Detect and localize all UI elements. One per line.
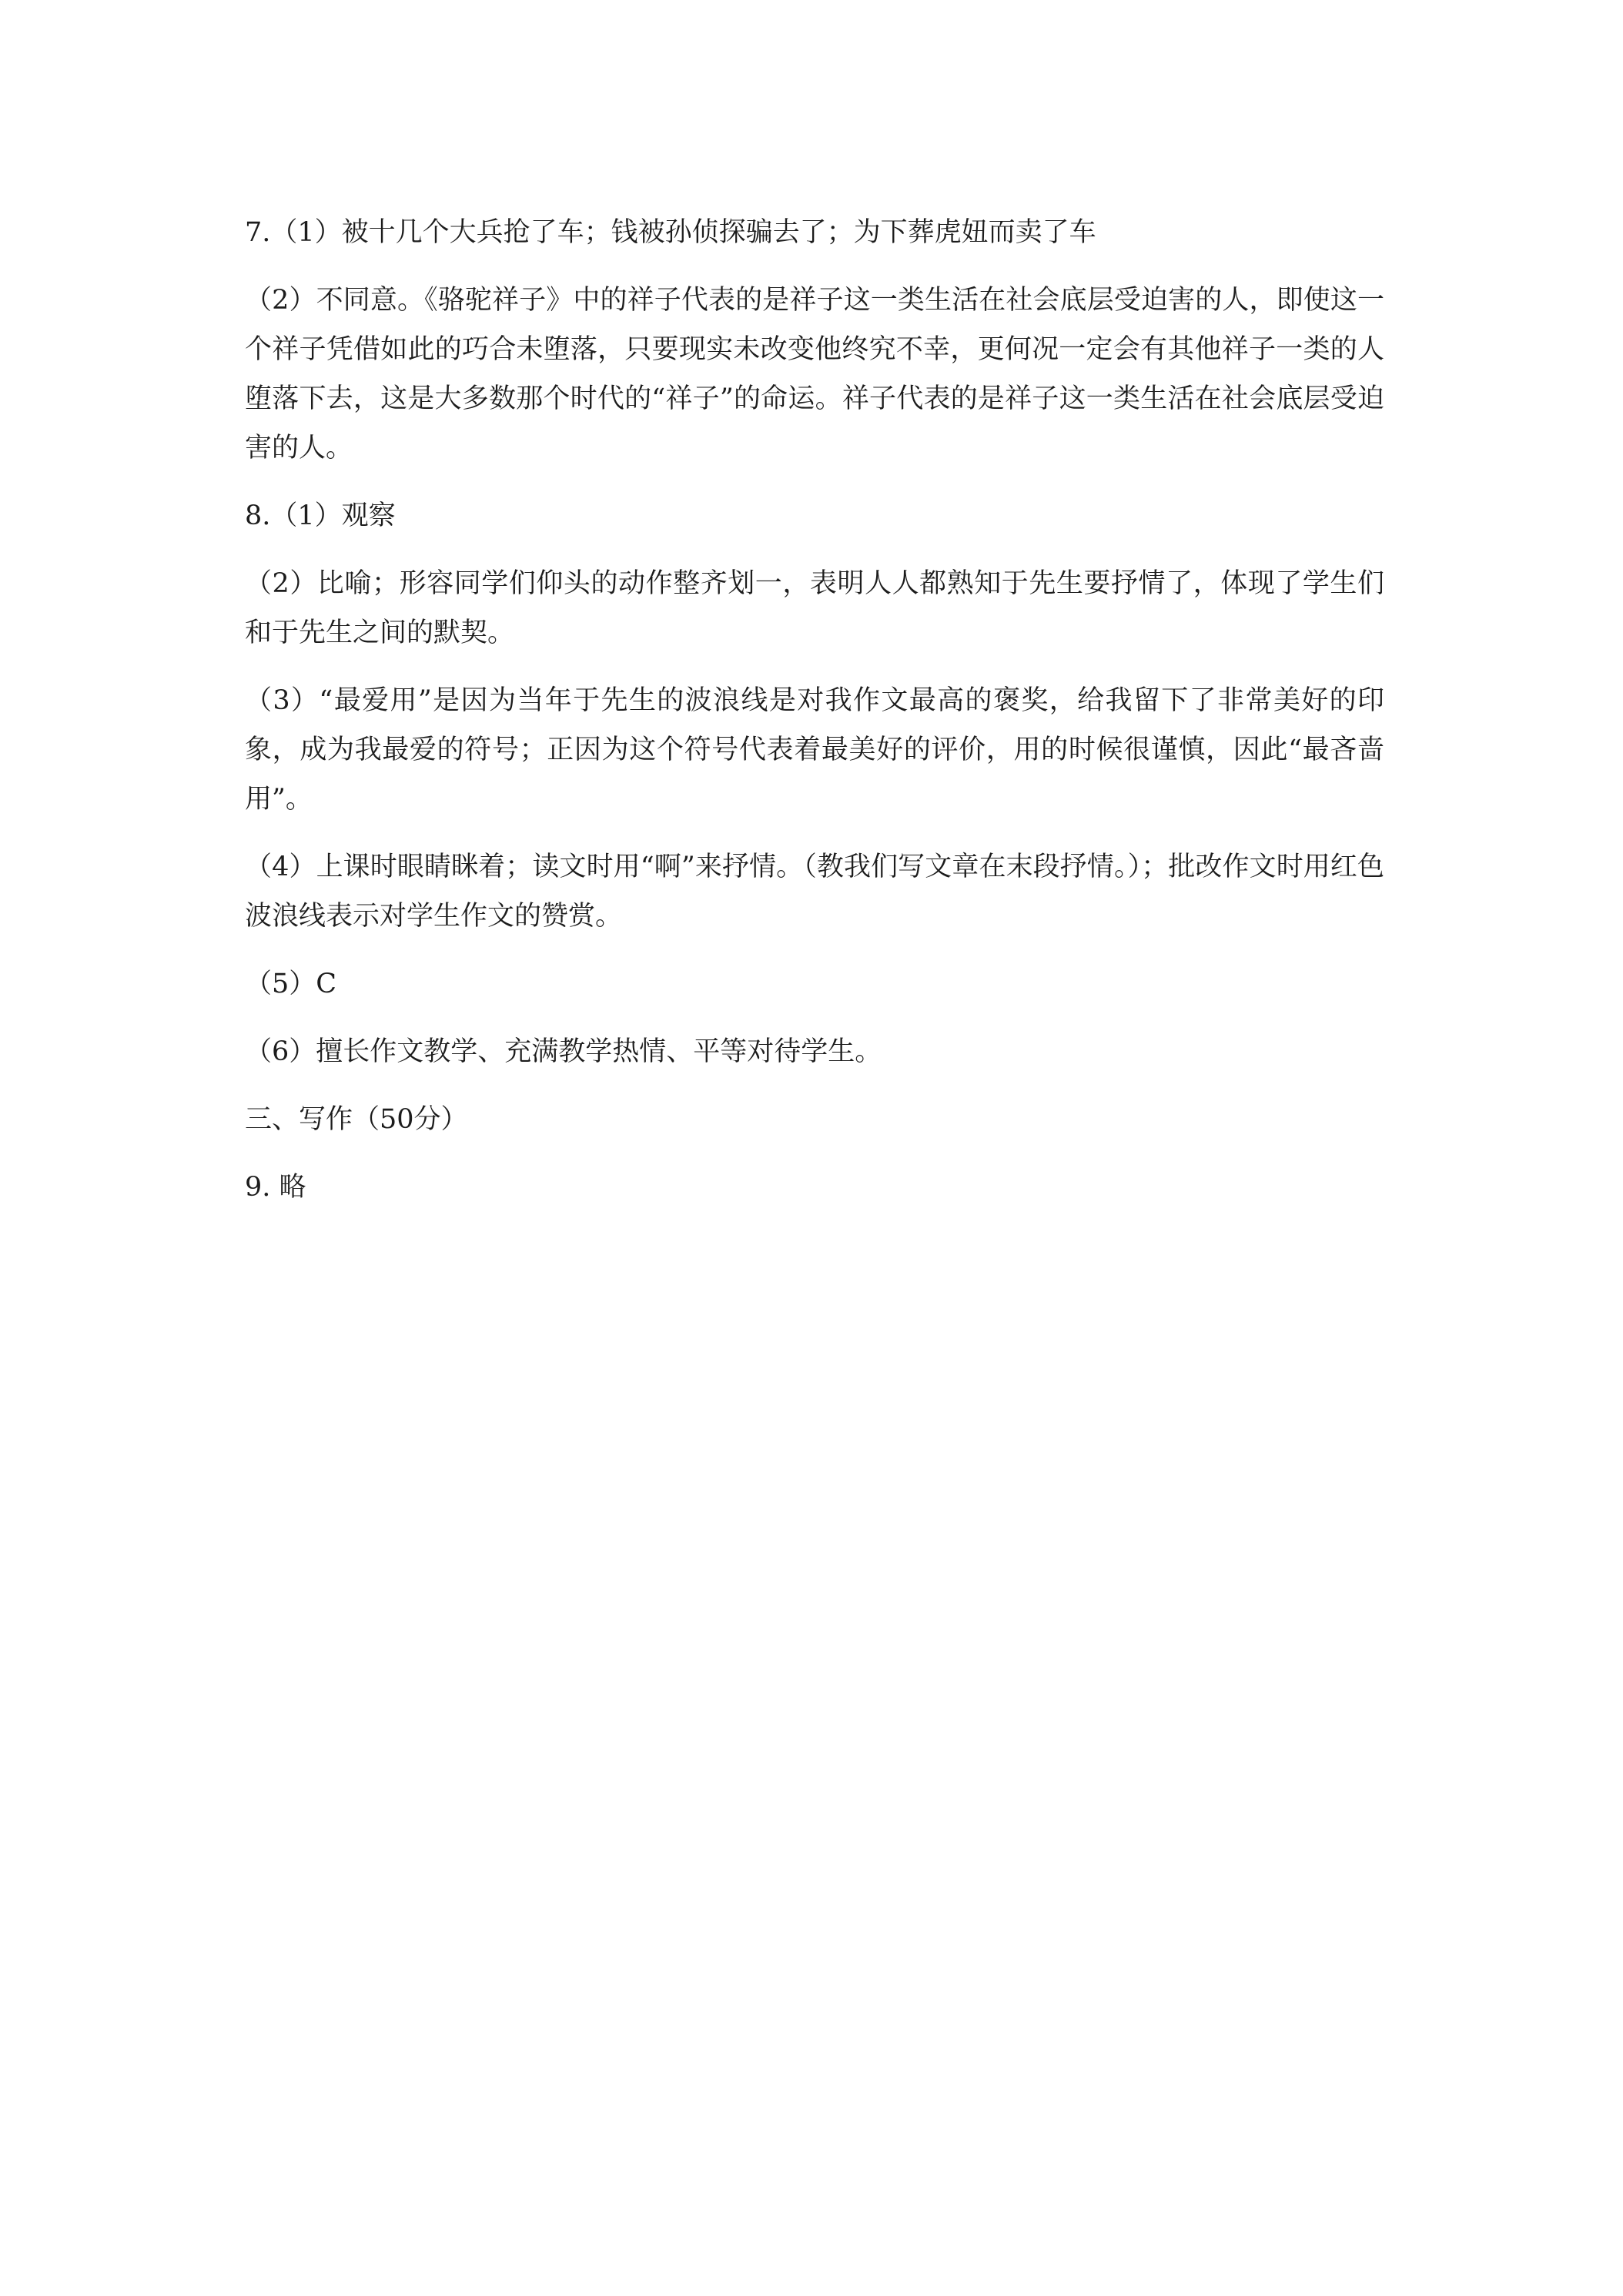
q8-answer-3: （3）“最爱用”是因为当年于先生的波浪线是对我作文最高的褒奖，给我留下了非常美好的印象，成为我最爱的符号；正因为这个符号代表着最美好的评价，用的时候很谨慎，因此“最吝啬用”。	[245, 685, 1384, 815]
section-heading-writing: 三、写作（50分）	[245, 1104, 468, 1135]
q8-answer-1: 8.（1）观察	[245, 500, 396, 531]
q7-answer-2: （2）不同意。《骆驼祥子》中的祥子代表的是祥子这一类生活在社会底层受迫害的人，即使这一个祥子凭借如此的巧合未堕落，只要现实未改变他终究不幸，更何况一定会有其他祥子一类的人堕落下去，这是大多数那个时代的“祥子”的命运。祥子代表的是祥子这一类生活在社会底层受迫害的人。	[245, 285, 1384, 464]
q8-answer-2: （2）比喻；形容同学们仰头的动作整齐划一，表明人人都熟知于先生要抒情了，体现了学生们和于先生之间的默契。	[245, 568, 1384, 648]
q8-answer-5: （5）C	[245, 969, 337, 999]
q8-answer-6: （6）擅长作文教学、充满教学热情、平等对待学生。	[245, 1036, 882, 1067]
q7-answer-1: 7.（1）被十几个大兵抢了车；钱被孙侦探骗去了；为下葬虎妞而卖了车	[245, 217, 1096, 248]
q9-answer: 9. 略	[245, 1172, 306, 1203]
q8-answer-4: （4）上课时眼睛眯着；读文时用“啊”来抒情。（教我们写文章在末段抒情。）；批改作文时用红色波浪线表示对学生作文的赞赏。	[245, 852, 1384, 932]
answer-content	[245, 208, 1384, 1230]
